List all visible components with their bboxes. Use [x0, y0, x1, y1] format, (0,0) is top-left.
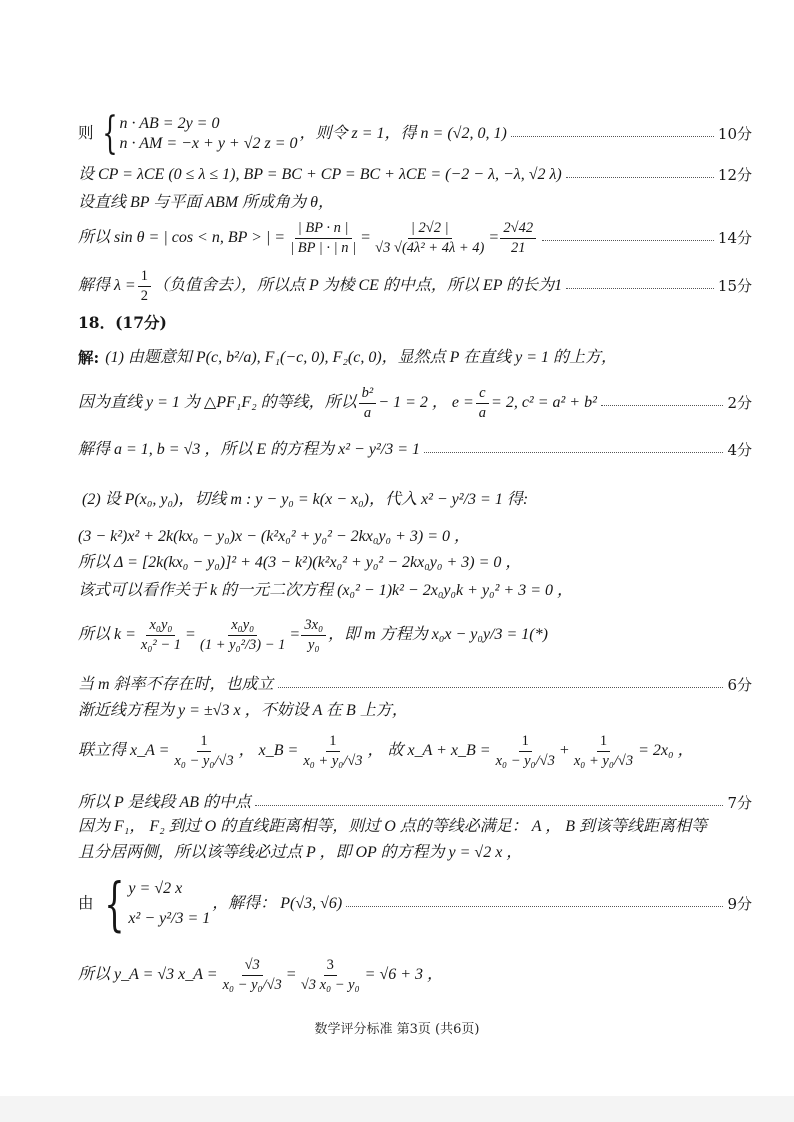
score-label: 10分: [717, 124, 752, 143]
line-text: 所以 k =: [78, 626, 136, 643]
solution-line-ya: 所以 y_A = √3 x_A = $\frac{√3}{\text{x₀ − y₀/√3}}$ = $\frac{3}{\text{√3 x₀ − y₀}}$ = √6 + 3 ，: [78, 957, 444, 993]
fraction: [138, 618, 184, 652]
system-equation-1: y = √2 x: [128, 880, 183, 897]
equation-system: [96, 870, 211, 938]
dot-leader: [601, 404, 724, 406]
denominator: a: [363, 404, 372, 421]
numerator: 1: [197, 734, 210, 752]
denominator: 2: [140, 287, 148, 304]
fraction: [493, 734, 558, 768]
numerator: c: [476, 386, 488, 404]
fraction: [300, 734, 365, 768]
line-text: ， 故 x_A + x_B =: [367, 742, 491, 759]
denominator: x₀ + y₀/√3: [573, 752, 634, 769]
numerator: x₀y₀: [228, 618, 257, 636]
system-equation-1: n · AB = 2y = 0: [119, 115, 220, 132]
line-text: 所以 P 是线段 AB 的中点: [78, 794, 252, 811]
line-text: (2) 设 P(x₀, y₀)，切线 m : y − y₀ = k(x − x₀)，代入 x² − y²/3 = 1 得:: [82, 491, 529, 508]
line-text: 解得 a = 1, b = √3 ，所以 E 的方程为 x² − y²/3 = 1: [78, 441, 420, 458]
question-title-text: 18．(17分): [78, 313, 167, 333]
numerator: | 2√2 |: [408, 221, 452, 239]
numerator: 2√42: [500, 221, 536, 239]
fraction: [301, 618, 326, 652]
line-text: 所以 Δ = [2k(kx₀ − y₀)]² + 4(3 − k²)(k²x₀² + y₀² − 2kx₀y₀ + 3) = 0 ，: [78, 554, 522, 571]
solution-line-op-equation: [78, 836, 752, 870]
dot-leader: [278, 686, 724, 688]
equation-system: [96, 108, 298, 159]
solution-line-angle: [78, 186, 752, 220]
denominator: | BP | · | n |: [290, 239, 357, 256]
line-text: (3 − k²)x² + 2k(kx₀ − y₀)x − (k²x₀² + y₀² − 2kx₀y₀ + 3) = 0 ，: [78, 528, 471, 545]
line-text: 解得 λ =: [78, 277, 136, 294]
denominator: x₀ − y₀/√3: [222, 976, 282, 993]
bottom-margin-strip: [0, 1096, 794, 1122]
line-text: 该式可以看作关于 k 的一元二次方程 (x₀² − 1)k² − 2x₀y₀k + y₀² + 3 = 0 ，: [78, 582, 573, 599]
denominator: a: [478, 404, 487, 421]
line-text: ， x_B =: [238, 742, 299, 759]
solution-line-hyperbola-equation: [78, 432, 752, 468]
line-text: 因为直线 y = 1 为 △PF₁F₂ 的等线，所以: [78, 394, 357, 411]
system-equation-2: x² − y²/3 = 1: [128, 910, 211, 927]
solution-line-eccentricity: [78, 380, 752, 426]
score-label: 6分: [727, 675, 752, 694]
line-text: 设直线 BP 与平面 ABM 所成角为 θ，: [78, 194, 334, 211]
plus-sign: +: [559, 742, 569, 759]
line-text: 所以 y_A = √3 x_A =: [78, 966, 218, 983]
dot-leader: [566, 287, 714, 289]
dot-leader: [346, 905, 723, 907]
fraction: [372, 221, 487, 255]
fraction: [500, 221, 536, 255]
brace-icon: {: [103, 870, 125, 938]
denominator: √3 √(4λ² + 4λ + 4): [375, 239, 485, 256]
numerator: 3: [324, 958, 337, 976]
solution-line-18-2: [82, 482, 756, 518]
line-text: 且分居两侧，所以该等线必过点 P ，即 OP 的方程为 y = √2 x ，: [78, 844, 523, 861]
numerator: x₀y₀: [146, 618, 175, 636]
numerator: 3x₀: [301, 618, 326, 636]
dot-leader: [566, 176, 714, 178]
fraction: [197, 618, 288, 652]
dot-leader: [542, 239, 714, 241]
fraction: [476, 386, 489, 420]
solution-line-slope: 所以 k = $\frac{\text{x₀y₀}}{\text{x₀² − 1}}$ = $\frac{\text{x₀y₀}}{\text{(1 + y₀²/3) − 1}}$ = $\frac{\text{3x₀}}{\text{y₀}}$ ，即 m 方程为 x₀x − y₀y/3 = 1(*): [78, 617, 548, 653]
fraction: [138, 269, 151, 303]
system-equation-2: n · AM = −x + y + √2 z = 0: [119, 135, 298, 152]
page-footer: 数学评分标准 第3页 (共6页): [314, 1022, 480, 1037]
line-text: 渐近线方程为 y = ±√3 x ，不妨设 A 在 B 上方，: [78, 702, 408, 719]
text-prefix: 由: [78, 894, 94, 913]
numerator: √3: [242, 958, 263, 976]
denominator: y₀: [308, 636, 320, 653]
denominator: x₀² − 1: [140, 636, 182, 653]
denominator: 21: [511, 239, 526, 256]
line-text: 当 m 斜率不存在时，也成立: [78, 676, 274, 693]
brace-icon: {: [101, 108, 118, 159]
fraction: [287, 221, 359, 255]
line-text: = √6 + 3 ，: [364, 966, 444, 983]
line-text: ，即 m 方程为 x₀x − y₀y/3 = 1(*): [328, 626, 548, 643]
fraction: [171, 734, 236, 768]
solution-label: 解:: [78, 348, 100, 368]
fraction: [298, 958, 363, 992]
denominator: √3 x₀ − y₀: [300, 976, 360, 993]
solution-line-18-1: [78, 340, 752, 376]
solution-line-k-equation: [78, 574, 752, 608]
score-label: 2分: [727, 393, 752, 412]
denominator: x₀ + y₀/√3: [303, 752, 363, 769]
solution-line-intersection: [78, 722, 752, 780]
text-prefix: 则: [78, 124, 94, 143]
line-text: = 2x₀ ，: [638, 742, 694, 759]
question-18-title: [78, 306, 752, 340]
numerator: | BP · n |: [295, 221, 352, 239]
numerator: 1: [519, 734, 532, 752]
numerator: 1: [326, 734, 339, 752]
numerator: 1: [597, 734, 610, 752]
line-text: 所以 sin θ = | cos < n, BP > | =: [78, 229, 286, 246]
line-text: （负值舍去），所以点 P 为棱 CE 的中点，所以 EP 的长为1: [152, 277, 563, 294]
score-label: 4分: [727, 440, 752, 459]
denominator: x₀ − y₀/√3: [495, 752, 555, 769]
line-text: ，解得： P(√3, √6): [212, 895, 343, 912]
line-text: = 2, c² = a² + b²: [491, 394, 597, 411]
denominator: x₀ − y₀/√3: [174, 752, 234, 769]
dot-leader: [511, 135, 714, 137]
fraction: [571, 734, 636, 768]
dot-leader: [424, 451, 723, 453]
fraction: [220, 958, 285, 992]
score-label: 15分: [717, 276, 752, 295]
score-label: 9分: [727, 894, 752, 913]
numerator: 1: [138, 269, 151, 287]
numerator: b²: [359, 386, 377, 404]
line-text: − 1 = 2 ， e =: [378, 394, 474, 411]
solution-line-sine: 所以 sin θ = | cos < n, BP > | = $\frac{| BP \cdot n |}{| BP | \cdot | n |}$ = $\frac{| 2√2 |}{\text{√3 √(4λ² + 4λ + 4)}}$ = $\frac{2√42}{21}$ 14分: [78, 220, 752, 256]
dot-leader: [255, 804, 723, 806]
fraction: [359, 386, 377, 420]
score-label: 7分: [727, 793, 752, 812]
line-text: ，则令 z = 1，得 n = (√2, 0, 1): [299, 125, 507, 142]
solution-line-solve-p: [78, 870, 752, 938]
solution-line-lambda: [78, 264, 752, 308]
score-label: 14分: [717, 228, 752, 247]
line-text: 因为 F₁， F₂ 到过 O 的直线距离相等，则过 O 点的等线必满足： A ， B 到该等线距离相等: [78, 818, 708, 835]
line-text: (1) 由题意知 P(c, b²/a), F₁(−c, 0), F₂(c, 0)，显然点 P 在直线 y = 1 的上方，: [105, 349, 618, 366]
line-text: 设 CP = λCE (0 ≤ λ ≤ 1), BP = BC + CP = BC + λCE = (−2 − λ, −λ, √2 λ): [78, 166, 562, 183]
denominator: (1 + y₀²/3) − 1: [200, 636, 286, 653]
line-text: 联立得 x_A =: [78, 742, 170, 759]
solution-line-normal-vector: [78, 110, 752, 158]
score-label: 12分: [717, 165, 752, 184]
